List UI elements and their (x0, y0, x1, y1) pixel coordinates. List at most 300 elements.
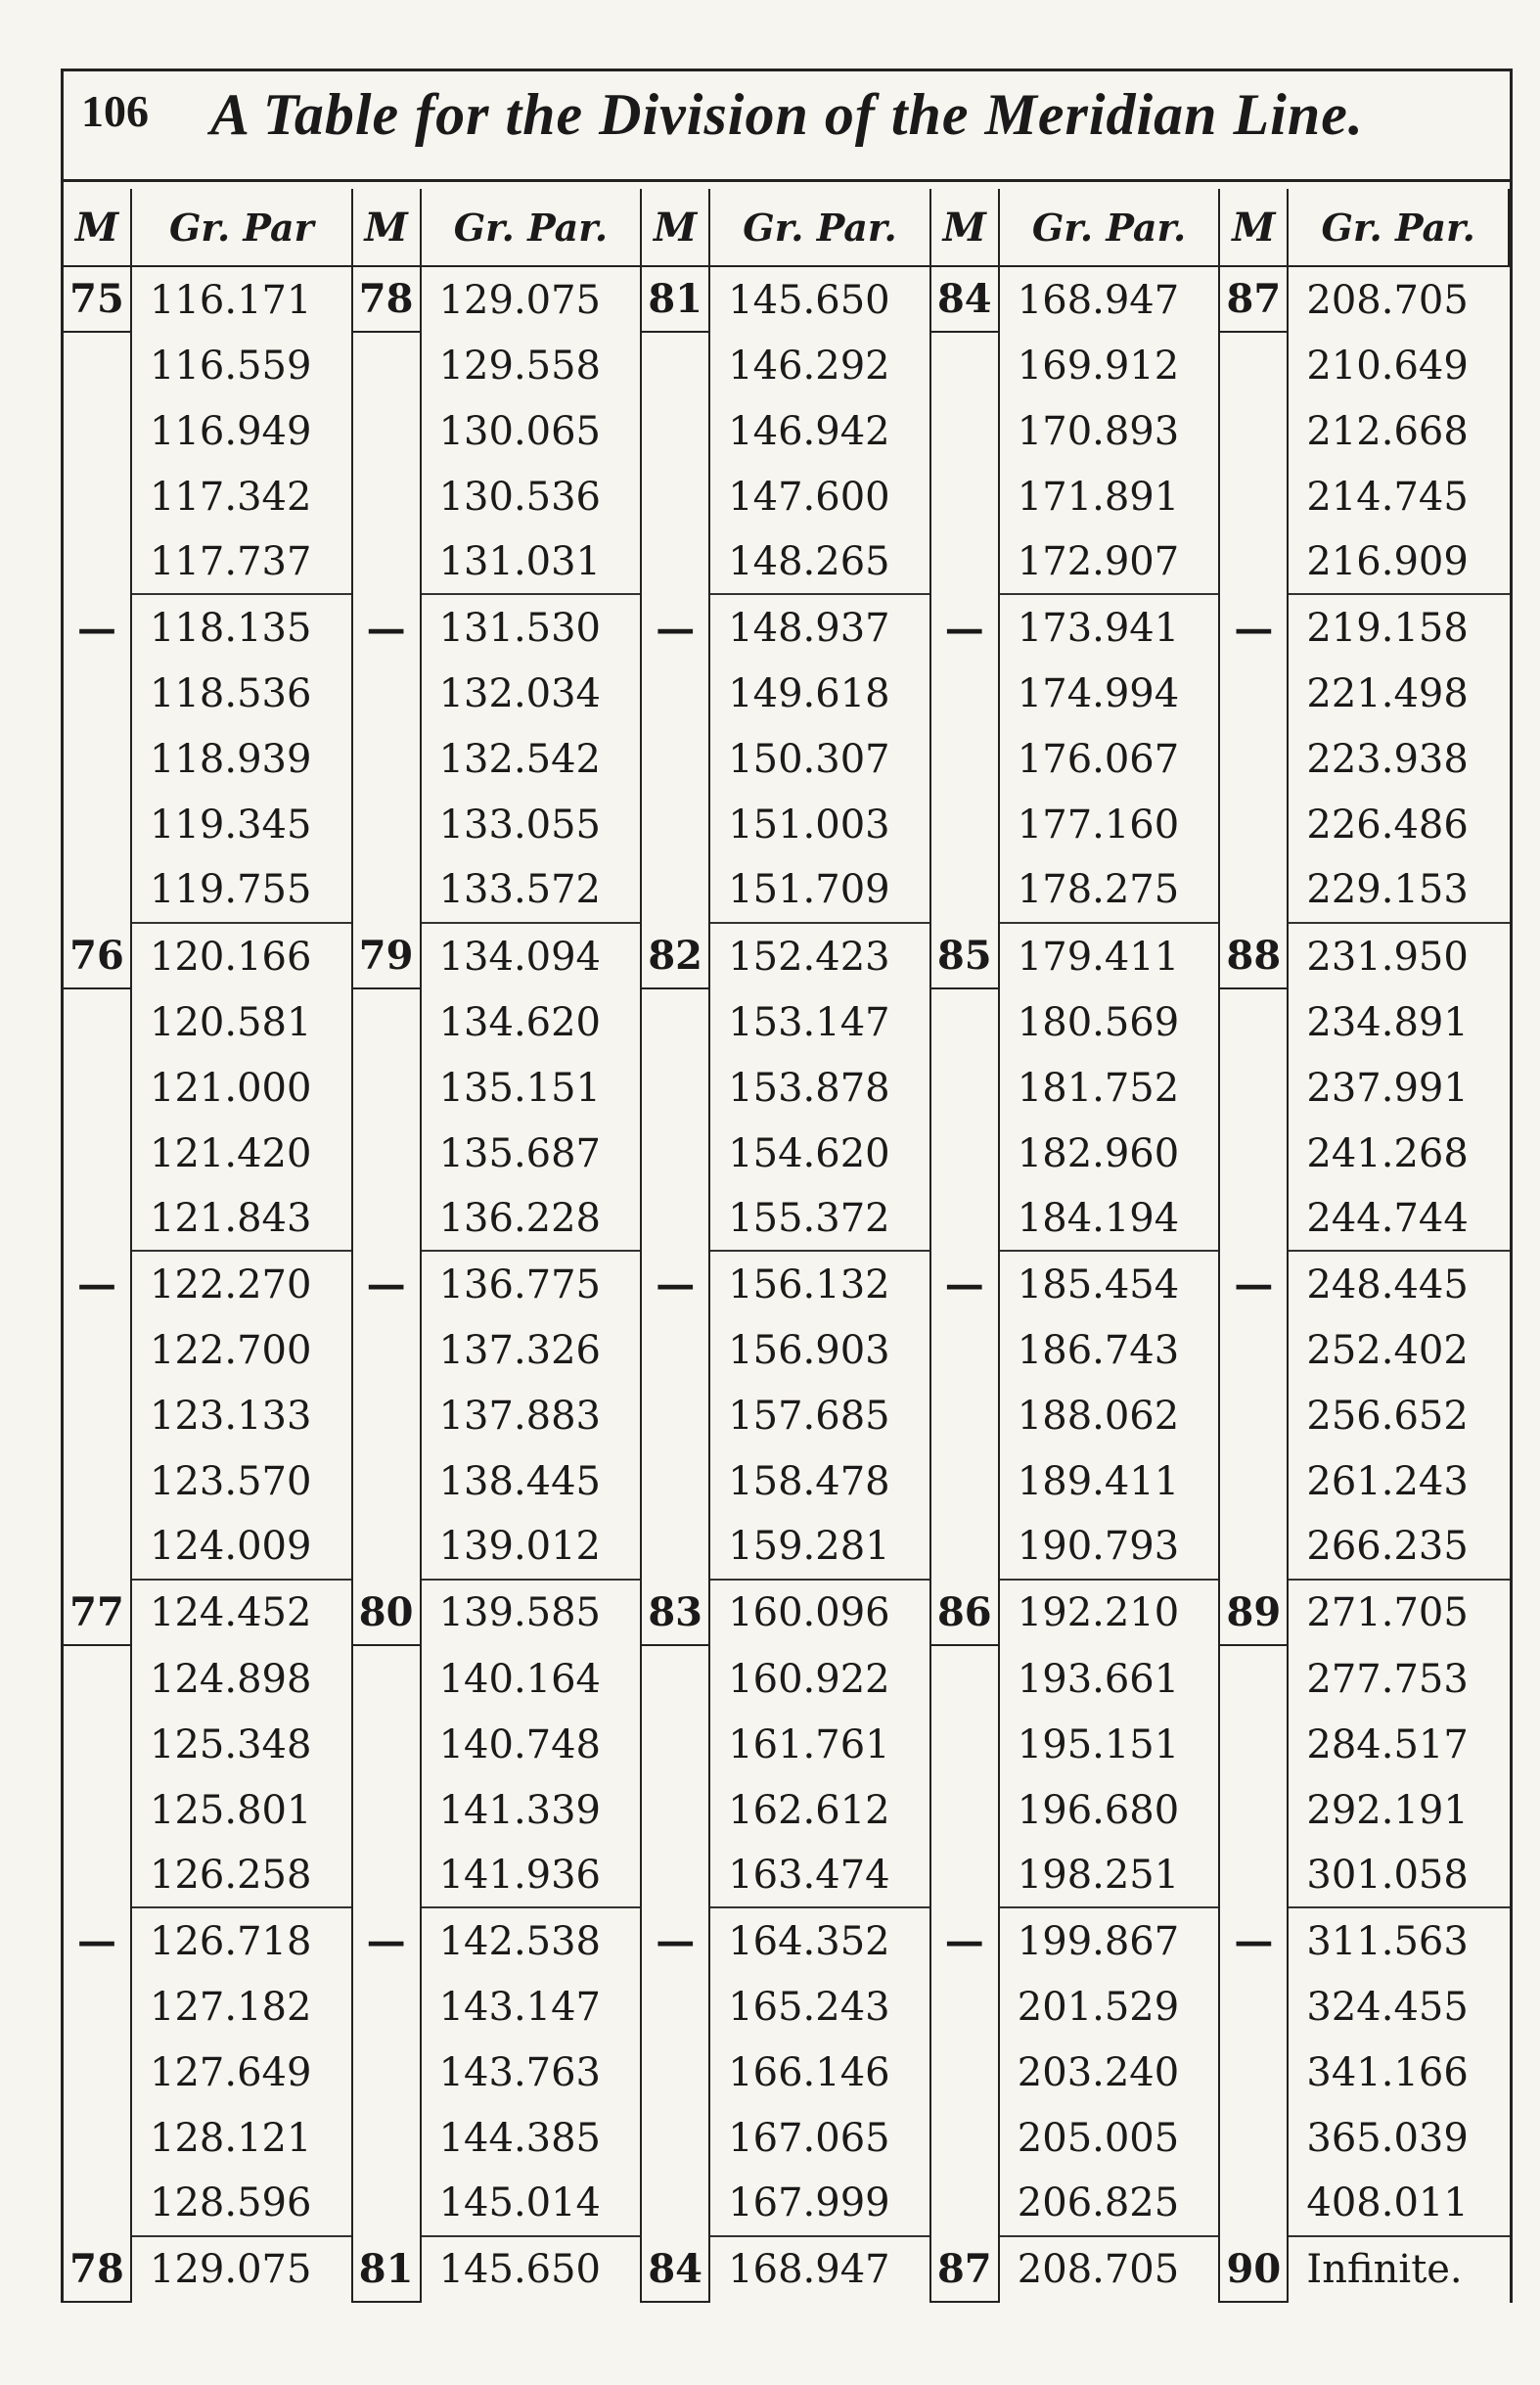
table-cell: 189.411 (1017, 1459, 1180, 1505)
table-cell: 122.700 (150, 1328, 312, 1374)
column-header-m: M (64, 189, 132, 267)
table-cell: 172.907 (1000, 529, 1219, 595)
table-cell: 121.843 (132, 1186, 351, 1252)
empty-cell (931, 1646, 998, 1712)
table-cell: 311.563 (1306, 1918, 1469, 1964)
table-cell: 120.166 (150, 934, 312, 980)
gr-par-column (1289, 267, 1510, 2303)
table-cell: 341.166 (1306, 2050, 1469, 2096)
empty-cell (1220, 1646, 1287, 1712)
table-cell: 156.903 (728, 1328, 890, 1374)
empty-cell (1220, 2106, 1287, 2172)
column-header-gr-par: Gr. Par (132, 189, 353, 267)
degree-label: 82 (642, 924, 708, 989)
table-cell: 116.171 (150, 277, 312, 323)
table-cell: 168.947 (728, 2247, 890, 2293)
degree-label: 79 (353, 924, 420, 989)
empty-cell (931, 2172, 998, 2237)
table-cell: 198.251 (1000, 1843, 1219, 1908)
degree-label: 80 (353, 1581, 420, 1646)
empty-cell (64, 1384, 130, 1449)
degree-label: 87 (1220, 267, 1287, 333)
table-cell: 408.011 (1289, 2172, 1510, 2237)
empty-cell (353, 1646, 420, 1712)
table-cell: 123.570 (150, 1459, 312, 1505)
column-header-gr-par: Gr. Par. (422, 189, 643, 267)
table-cell: 134.094 (438, 934, 602, 980)
table-cell: 158.478 (728, 1459, 890, 1505)
dash-mark: — (77, 1918, 116, 1965)
meridian-table (64, 189, 1510, 2303)
empty-cell (642, 793, 708, 858)
table-cell: 164.352 (728, 1918, 890, 1964)
empty-cell (64, 333, 130, 398)
empty-cell (64, 2041, 130, 2106)
table-cell: 151.003 (728, 803, 890, 849)
dash-mark: — (944, 1261, 984, 1308)
empty-cell (64, 2172, 130, 2237)
table-cell: 122.270 (150, 1261, 312, 1307)
table-cell: 124.009 (132, 1515, 351, 1581)
table-cell: 160.922 (728, 1656, 890, 1702)
column-header-m: M (353, 189, 422, 267)
empty-cell (1220, 1843, 1287, 1908)
table-cell: 135.687 (438, 1130, 602, 1176)
table-cell: 271.705 (1306, 1590, 1469, 1636)
table-cell: 223.938 (1306, 737, 1469, 783)
page-number: 106 (81, 86, 149, 136)
dash-mark: — (944, 605, 984, 652)
degree-column (642, 267, 710, 2303)
table-cell: 181.752 (1017, 1065, 1180, 1111)
empty-cell (64, 1186, 130, 1252)
empty-cell (642, 1712, 708, 1777)
table-cell: 195.151 (1017, 1721, 1180, 1767)
table-cell: 137.326 (438, 1328, 602, 1374)
table-cell: 134.620 (438, 999, 602, 1045)
table-cell: 154.620 (728, 1130, 890, 1176)
table-cell: 162.612 (728, 1787, 890, 1833)
empty-cell (642, 1777, 708, 1843)
empty-cell (1220, 464, 1287, 529)
empty-cell (931, 989, 998, 1055)
empty-cell (64, 464, 130, 529)
table-cell: 252.402 (1306, 1328, 1469, 1374)
empty-cell (642, 1318, 708, 1384)
empty-cell (931, 858, 998, 924)
table-cell: 169.912 (1017, 343, 1180, 389)
table-cell: 179.411 (1017, 934, 1180, 980)
table-cell: 116.559 (150, 343, 312, 389)
empty-cell (931, 1055, 998, 1121)
table-cell: 171.891 (1017, 474, 1180, 520)
empty-cell (1220, 858, 1287, 924)
table-cell: 203.240 (1017, 2050, 1180, 2096)
dash-mark: — (944, 1918, 984, 1965)
table-cell: 365.039 (1306, 2116, 1469, 2162)
empty-cell (64, 858, 130, 924)
empty-cell (353, 793, 420, 858)
table-cell: 178.275 (1000, 858, 1219, 924)
empty-cell (353, 1712, 420, 1777)
gr-par-column (1000, 267, 1221, 2303)
table-cell: 117.737 (132, 529, 351, 595)
empty-cell (64, 989, 130, 1055)
table-cell: 140.748 (438, 1721, 602, 1767)
table-cell: 163.474 (710, 1843, 929, 1908)
empty-cell (64, 662, 130, 727)
dash-mark: — (366, 605, 406, 652)
empty-cell (642, 1186, 708, 1252)
empty-cell (931, 398, 998, 464)
degree-label: 76 (64, 924, 130, 989)
table-cell: 146.942 (728, 408, 890, 454)
empty-cell (1220, 1318, 1287, 1384)
dash-mark: — (656, 1261, 696, 1308)
empty-cell (353, 662, 420, 727)
table-cell: 117.342 (150, 474, 312, 520)
empty-cell (353, 1384, 420, 1449)
empty-cell (353, 2172, 420, 2237)
table-cell: 143.147 (438, 1985, 602, 2031)
column-header-gr-par: Gr. Par. (1000, 189, 1221, 267)
degree-label: 87 (931, 2237, 998, 2303)
empty-cell (1220, 2041, 1287, 2106)
table-cell: 234.891 (1306, 999, 1469, 1045)
empty-cell (931, 1515, 998, 1581)
dash-mark: — (656, 605, 696, 652)
table-cell: 148.265 (710, 529, 929, 595)
table-cell: 160.096 (728, 1590, 890, 1636)
table-cell: 123.133 (150, 1394, 312, 1440)
table-cell: 216.909 (1289, 529, 1510, 595)
table-cell: 128.596 (132, 2172, 351, 2237)
table-cell: 188.062 (1017, 1394, 1180, 1440)
empty-cell (642, 662, 708, 727)
column-header-m: M (931, 189, 1000, 267)
empty-cell (353, 1777, 420, 1843)
degree-label: 81 (353, 2237, 420, 2303)
table-cell: 206.825 (1000, 2172, 1219, 2237)
table-cell: 120.581 (150, 999, 312, 1045)
dash-mark: — (1234, 1918, 1274, 1965)
empty-cell (1220, 1186, 1287, 1252)
degree-label: 78 (64, 2237, 130, 2303)
table-cell: 324.455 (1306, 1985, 1469, 2031)
table-cell: 165.243 (728, 1985, 890, 2031)
gr-par-column (710, 267, 931, 2303)
table-cell: 145.014 (422, 2172, 641, 2237)
empty-cell (1220, 1777, 1287, 1843)
table-cell: 156.132 (728, 1261, 890, 1307)
table-cell: 210.649 (1306, 343, 1469, 389)
empty-cell (931, 1121, 998, 1186)
table-cell: 256.652 (1306, 1394, 1469, 1440)
table-cell: 196.680 (1017, 1787, 1180, 1833)
table-cell: 148.937 (728, 606, 890, 652)
table-cell: 129.558 (438, 343, 602, 389)
table-cell: 133.572 (422, 858, 641, 924)
table-cell: 185.454 (1017, 1261, 1180, 1307)
empty-cell (353, 2041, 420, 2106)
empty-cell (353, 727, 420, 793)
table-cell: 144.385 (438, 2116, 602, 2162)
empty-cell (931, 1975, 998, 2041)
table-cell: 131.031 (422, 529, 641, 595)
page (61, 69, 1513, 2303)
table-cell: 266.235 (1289, 1515, 1510, 1581)
table-cell: 277.753 (1306, 1656, 1469, 1702)
table-cell: 214.745 (1306, 474, 1469, 520)
table-cell: 174.994 (1017, 671, 1180, 717)
table-cell: 130.536 (438, 474, 602, 520)
table-cell: 153.878 (728, 1065, 890, 1111)
empty-cell (642, 464, 708, 529)
empty-cell (1220, 1515, 1287, 1581)
table-cell: 182.960 (1017, 1130, 1180, 1176)
table-cell: 138.445 (438, 1459, 602, 1505)
table-cell: 226.486 (1306, 803, 1469, 849)
degree-label: 83 (642, 1581, 708, 1646)
empty-cell (642, 1121, 708, 1186)
table-cell: 149.618 (728, 671, 890, 717)
empty-cell (1220, 662, 1287, 727)
dash-mark: — (1234, 1261, 1274, 1308)
gr-par-column (132, 267, 353, 2303)
table-cell: 142.538 (438, 1918, 602, 1964)
empty-cell (353, 1975, 420, 2041)
table-cell: 180.569 (1017, 999, 1180, 1045)
empty-cell (353, 1318, 420, 1384)
column-header-gr-par: Gr. Par. (1289, 189, 1510, 267)
table-cell: 157.685 (728, 1394, 890, 1440)
empty-cell (353, 858, 420, 924)
empty-cell (931, 1712, 998, 1777)
table-cell: 145.650 (438, 2247, 602, 2293)
empty-cell (64, 1318, 130, 1384)
table-cell: 205.005 (1017, 2116, 1180, 2162)
column-header-m: M (1220, 189, 1289, 267)
empty-cell (931, 1777, 998, 1843)
empty-cell (64, 1777, 130, 1843)
degree-column (1220, 267, 1289, 2303)
table-cell: 139.585 (438, 1590, 602, 1636)
table-cell: 166.146 (728, 2050, 890, 2096)
table-cell: 150.307 (728, 737, 890, 783)
table-cell: 124.898 (150, 1656, 312, 1702)
empty-cell (642, 727, 708, 793)
dash-mark: — (656, 1918, 696, 1965)
table-cell: 152.423 (728, 934, 890, 980)
empty-cell (1220, 1055, 1287, 1121)
empty-cell (64, 1646, 130, 1712)
table-cell: 208.705 (1017, 2247, 1180, 2293)
empty-cell (931, 464, 998, 529)
empty-cell (353, 1055, 420, 1121)
empty-cell (931, 793, 998, 858)
table-cell: 190.793 (1000, 1515, 1219, 1581)
empty-cell (642, 858, 708, 924)
empty-cell (931, 1384, 998, 1449)
table-cell: 176.067 (1017, 737, 1180, 783)
empty-cell (353, 989, 420, 1055)
table-cell: 126.718 (150, 1918, 312, 1964)
empty-cell (1220, 793, 1287, 858)
degree-label: 89 (1220, 1581, 1287, 1646)
empty-cell (931, 333, 998, 398)
empty-cell (931, 1449, 998, 1515)
empty-cell (64, 1712, 130, 1777)
empty-cell (1220, 2172, 1287, 2237)
column-header-gr-par: Gr. Par. (710, 189, 931, 267)
table-cell: 147.600 (728, 474, 890, 520)
empty-cell (642, 1975, 708, 2041)
degree-column (353, 267, 422, 2303)
empty-cell (931, 2041, 998, 2106)
dash-mark: — (77, 1261, 116, 1308)
table-cell: 161.761 (728, 1721, 890, 1767)
table-cell: 139.012 (422, 1515, 641, 1581)
table-cell: 127.649 (150, 2050, 312, 2096)
empty-cell (642, 529, 708, 595)
empty-cell (64, 1975, 130, 2041)
table-cell: 133.055 (438, 803, 602, 849)
degree-label: 88 (1220, 924, 1287, 989)
table-cell: 136.228 (422, 1186, 641, 1252)
table-cell: 129.075 (150, 2247, 312, 2293)
table-cell: 229.153 (1289, 858, 1510, 924)
empty-cell (642, 1384, 708, 1449)
table-cell: 135.151 (438, 1065, 602, 1111)
degree-column (64, 267, 132, 2303)
empty-cell (64, 2106, 130, 2172)
table-cell: 199.867 (1017, 1918, 1180, 1964)
empty-cell (1220, 1384, 1287, 1449)
empty-cell (931, 1186, 998, 1252)
table-cell: 244.744 (1289, 1186, 1510, 1252)
table-cell: 241.268 (1306, 1130, 1469, 1176)
dash-mark: — (366, 1918, 406, 1965)
empty-cell (1220, 1712, 1287, 1777)
table-cell: 155.372 (710, 1186, 929, 1252)
empty-cell (931, 1318, 998, 1384)
table-cell: 153.147 (728, 999, 890, 1045)
empty-cell (353, 2106, 420, 2172)
table-cell: 208.705 (1306, 277, 1469, 323)
table-cell: 151.709 (710, 858, 929, 924)
empty-cell (353, 333, 420, 398)
table-cell: 137.883 (438, 1394, 602, 1440)
page-title: A Table for the Division of the Meridian Line. (210, 82, 1364, 147)
empty-cell (931, 662, 998, 727)
table-cell: 136.775 (438, 1261, 602, 1307)
empty-cell (353, 1121, 420, 1186)
empty-cell (1220, 1449, 1287, 1515)
empty-cell (1220, 1121, 1287, 1186)
table-cell: 129.075 (438, 277, 602, 323)
table-cell: 118.135 (150, 606, 312, 652)
table-cell: 186.743 (1017, 1328, 1180, 1374)
table-cell: 168.947 (1017, 277, 1180, 323)
table-cell: 219.158 (1306, 606, 1469, 652)
table-cell: 143.763 (438, 2050, 602, 2096)
degree-label: 81 (642, 267, 708, 333)
empty-cell (642, 989, 708, 1055)
table-cell: 141.339 (438, 1787, 602, 1833)
table-cell: 201.529 (1017, 1985, 1180, 2031)
empty-cell (642, 1515, 708, 1581)
table-cell: 146.292 (728, 343, 890, 389)
degree-label: 84 (931, 267, 998, 333)
empty-cell (1220, 333, 1287, 398)
empty-cell (1220, 727, 1287, 793)
empty-cell (642, 1055, 708, 1121)
empty-cell (1220, 1975, 1287, 2041)
dash-mark: — (77, 605, 116, 652)
empty-cell (642, 1646, 708, 1712)
table-cell: 177.160 (1017, 803, 1180, 849)
table-cell: 116.949 (150, 408, 312, 454)
table-cell: 118.939 (150, 737, 312, 783)
table-cell: 248.445 (1306, 1261, 1469, 1307)
degree-label: 78 (353, 267, 420, 333)
table-cell: 192.210 (1017, 1590, 1180, 1636)
table-cell: 173.941 (1017, 606, 1180, 652)
empty-cell (353, 464, 420, 529)
empty-cell (642, 398, 708, 464)
empty-cell (1220, 529, 1287, 595)
empty-cell (931, 1843, 998, 1908)
table-cell: 145.650 (728, 277, 890, 323)
empty-cell (642, 1843, 708, 1908)
empty-cell (353, 1449, 420, 1515)
table-cell: Infinite. (1306, 2247, 1463, 2293)
table-cell: 124.452 (150, 1590, 312, 1636)
degree-label: 84 (642, 2237, 708, 2303)
empty-cell (64, 398, 130, 464)
table-cell: 167.999 (710, 2172, 929, 2237)
empty-cell (64, 1055, 130, 1121)
table-cell: 130.065 (438, 408, 602, 454)
empty-cell (642, 2172, 708, 2237)
table-cell: 132.542 (438, 737, 602, 783)
empty-cell (64, 727, 130, 793)
table-cell: 301.058 (1289, 1843, 1510, 1908)
table-cell: 167.065 (728, 2116, 890, 2162)
table-cell: 126.258 (132, 1843, 351, 1908)
degree-label: 77 (64, 1581, 130, 1646)
table-cell: 119.755 (132, 858, 351, 924)
empty-cell (64, 1843, 130, 1908)
table-cell: 128.121 (150, 2116, 312, 2162)
empty-cell (64, 1515, 130, 1581)
empty-cell (1220, 398, 1287, 464)
table-cell: 193.661 (1017, 1656, 1180, 1702)
table-cell: 131.530 (438, 606, 602, 652)
empty-cell (64, 529, 130, 595)
empty-cell (931, 529, 998, 595)
degree-label: 90 (1220, 2237, 1287, 2303)
table-cell: 125.348 (150, 1721, 312, 1767)
gr-par-column (422, 267, 643, 2303)
empty-cell (353, 1843, 420, 1908)
table-cell: 121.000 (150, 1065, 312, 1111)
column-header-m: M (642, 189, 710, 267)
table-cell: 127.182 (150, 1985, 312, 2031)
table-cell: 132.034 (438, 671, 602, 717)
table-cell: 119.345 (150, 803, 312, 849)
empty-cell (64, 1121, 130, 1186)
